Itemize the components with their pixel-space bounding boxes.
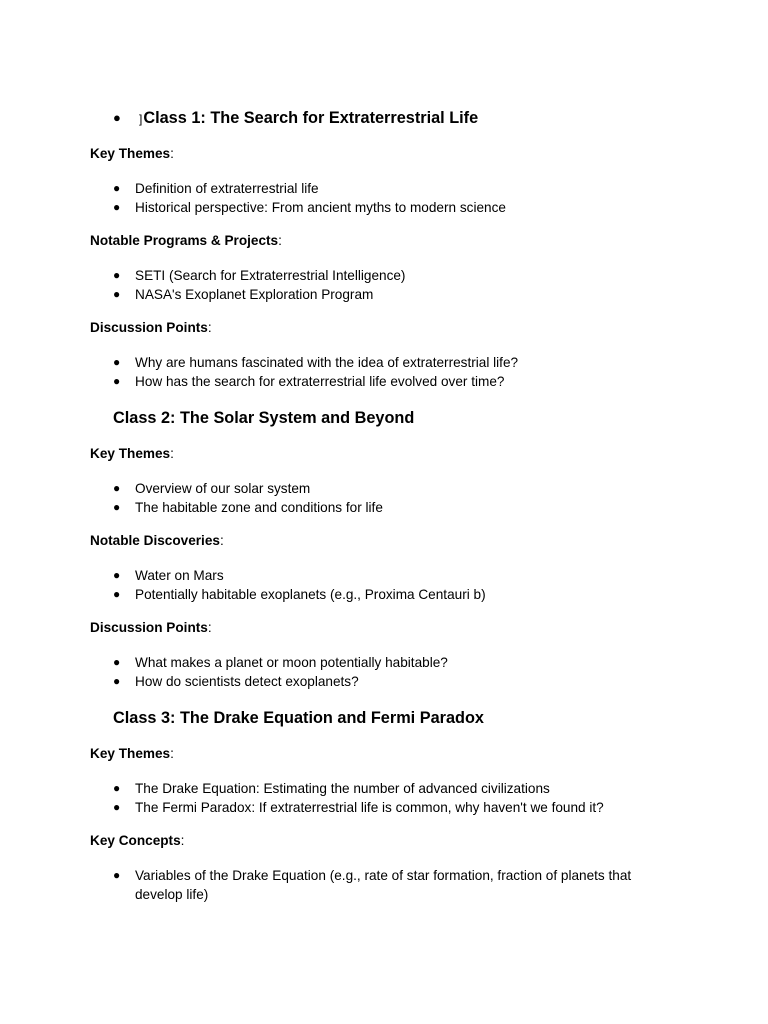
class-1-title: Class 1: The Search for Extraterrestrial Life (143, 109, 479, 127)
list-item: ● Definition of extraterrestrial life (113, 181, 319, 196)
section-label: Notable Discoveries: (90, 533, 224, 548)
list-item: ● The Drake Equation: Estimating the number of advanced civilizations (113, 781, 550, 796)
list-item: ● Water on Mars (113, 568, 224, 583)
section-label: Key Themes: (90, 746, 174, 761)
list-item: ● Overview of our solar system (113, 481, 311, 496)
list-item: ● The Fermi Paradox: If extraterrestrial life is common, why haven't we found it? (113, 800, 604, 815)
list-item: ● How has the search for extraterrestrial life evolved over time? (113, 374, 505, 389)
class-3-block (90, 708, 690, 904)
bullet-list (90, 653, 690, 691)
bullet-icon: ● (113, 268, 121, 282)
class-2-title: Class 2: The Solar System and Beyond (113, 409, 415, 427)
bullet-icon: ● (113, 110, 121, 125)
class-2-heading (90, 408, 690, 428)
section-label: Notable Programs & Projects: (90, 233, 282, 248)
bullet-list (90, 266, 690, 304)
bullet-icon: ● (113, 200, 121, 214)
bullet-icon: ● (113, 674, 121, 688)
bullet-list (90, 866, 690, 904)
document-body (90, 108, 690, 904)
bullet-list (90, 779, 690, 817)
class-2-block (90, 408, 690, 691)
bullet-list (90, 566, 690, 604)
class-3-title: Class 3: The Drake Equation and Fermi Paradox (113, 709, 484, 727)
bullet-icon: ● (113, 587, 121, 601)
bullet-icon: ● (113, 181, 121, 195)
bullet-list (90, 479, 690, 517)
bullet-icon: ● (113, 374, 121, 388)
list-item: ● Why are humans fascinated with the idea of extraterrestrial life? (113, 355, 519, 370)
bullet-icon: ● (113, 655, 121, 669)
section-label: Key Themes: (90, 146, 174, 161)
bullet-icon: ● (113, 800, 121, 814)
list-item: ● Potentially habitable exoplanets (e.g., Proxima Centauri b) (113, 587, 486, 602)
bullet-icon: ● (113, 868, 121, 882)
list-item: ● SETI (Search for Extraterrestrial Intelligence) (113, 268, 406, 283)
list-item: ● Historical perspective: From ancient myths to modern science (113, 200, 506, 215)
class-1-block (90, 108, 690, 391)
bracket-marker: ] (139, 112, 143, 126)
bullet-icon: ● (113, 781, 121, 795)
list-item: ● NASA's Exoplanet Exploration Program (113, 287, 374, 302)
list-item: ● The habitable zone and conditions for life (113, 500, 383, 515)
class-3-heading (90, 708, 690, 728)
bullet-icon: ● (113, 355, 121, 369)
list-item: ● What makes a planet or moon potentially habitable? (113, 655, 448, 670)
section-label: Discussion Points: (90, 620, 212, 635)
bullet-icon: ● (113, 481, 121, 495)
list-item: ● How do scientists detect exoplanets? (113, 674, 359, 689)
section-label: Key Concepts: (90, 833, 185, 848)
bullet-icon: ● (113, 500, 121, 514)
bullet-list (90, 179, 690, 217)
bullet-list (90, 353, 690, 391)
list-item: ● Variables of the Drake Equation (e.g., rate of star formation, fraction of planets that develop life) (113, 868, 632, 902)
bullet-icon: ● (113, 287, 121, 301)
bullet-icon: ● (113, 568, 121, 582)
section-label: Discussion Points: (90, 320, 212, 335)
class-1-heading (90, 108, 690, 128)
section-label: Key Themes: (90, 446, 174, 461)
